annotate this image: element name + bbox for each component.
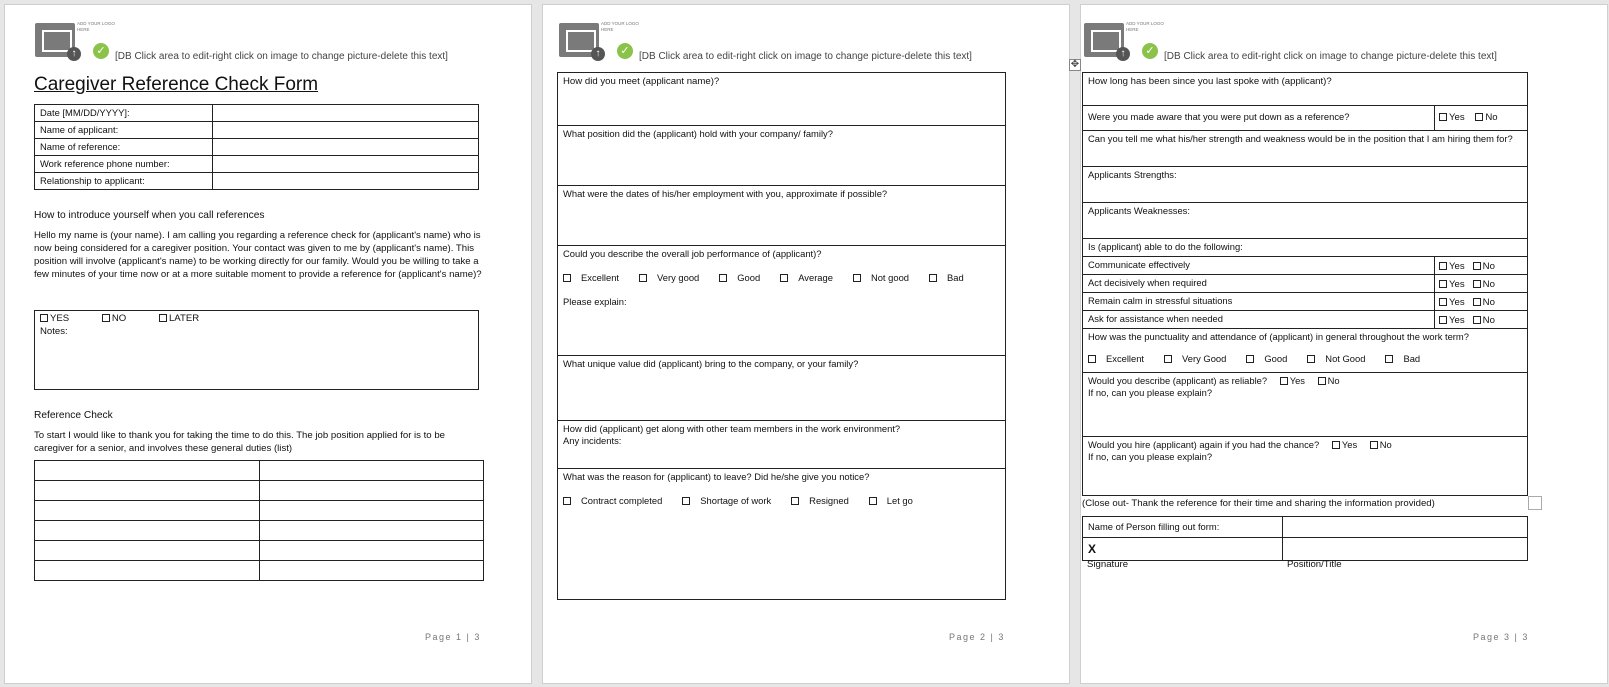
option-no[interactable]: No — [1318, 375, 1340, 386]
info-label: Relationship to applicant: — [35, 173, 213, 190]
option-no[interactable]: No — [1473, 315, 1495, 326]
option-item[interactable]: Very Good — [1164, 353, 1236, 364]
checkbox-icon — [1439, 280, 1447, 288]
signature-label: Signature — [1087, 559, 1129, 570]
question-text: Would you hire (applicant) again if you had the chance? — [1088, 439, 1320, 450]
info-value[interactable] — [213, 156, 479, 173]
option-yes[interactable]: YES — [40, 313, 69, 324]
checkbox-icon — [1475, 113, 1483, 121]
upload-icon: ↑ — [67, 47, 81, 61]
info-row — [35, 173, 479, 190]
ref-text: To start I would like to thank you for taking the time to do this. The job position applied for is to be caregiver for a senior, and involves these general duties (list) — [34, 430, 445, 454]
page-number: Page 3 | 3 — [1473, 632, 1529, 642]
question-box[interactable] — [1082, 72, 1528, 106]
option-yes[interactable]: Yes — [1439, 315, 1465, 326]
question-text: How long has been since you last spoke with (applicant)? — [1088, 76, 1332, 87]
question-box[interactable] — [557, 469, 1006, 600]
info-row — [35, 139, 479, 156]
filled-by-label: Name of Person filling out form: — [1083, 517, 1283, 538]
info-label: Work reference phone number: — [35, 156, 213, 173]
logo-placeholder[interactable] — [35, 21, 115, 63]
option-item[interactable]: Bad — [929, 272, 974, 283]
option-yes[interactable]: Yes — [1439, 112, 1465, 123]
checkbox-icon — [853, 274, 861, 282]
duty-cell[interactable] — [35, 461, 260, 481]
yes-no-options — [1439, 296, 1495, 309]
option-item[interactable]: Contract completed — [563, 495, 672, 506]
checkbox-icon — [791, 497, 799, 505]
option-item[interactable]: Average — [780, 272, 843, 283]
checkbox-icon — [719, 274, 727, 282]
option-item[interactable]: Good — [1246, 353, 1297, 364]
page-number: Page 1 | 3 — [425, 632, 481, 642]
option-no[interactable]: No — [1370, 439, 1392, 450]
divider — [1434, 311, 1435, 329]
option-item[interactable]: Shortage of work — [682, 495, 781, 506]
checkbox-icon — [682, 497, 690, 505]
question-text: How did (applicant) get along with other team members in the work environment? — [563, 423, 901, 434]
question-box — [1082, 239, 1528, 257]
checkbox-icon — [639, 274, 647, 282]
response-options — [40, 312, 199, 325]
checkbox-icon — [102, 314, 110, 322]
explain-label: If no, can you please explain? — [1088, 387, 1213, 398]
filled-by-value[interactable] — [1283, 517, 1528, 538]
checkbox-icon — [929, 274, 937, 282]
question-box[interactable] — [557, 356, 1006, 421]
option-item[interactable]: Excellent — [563, 272, 629, 283]
page-number: Page 2 | 3 — [949, 632, 1005, 642]
upload-icon: ↑ — [1116, 47, 1130, 61]
checkbox-icon — [1307, 355, 1315, 363]
info-value[interactable] — [213, 139, 479, 156]
checkbox-icon — [563, 274, 571, 282]
question-text: Is (applicant) able to do the following: — [1088, 241, 1243, 252]
option-later[interactable]: LATER — [159, 313, 199, 324]
signature-table — [1082, 516, 1528, 561]
check-icon: ✓ — [1142, 43, 1158, 59]
question-box[interactable] — [1082, 131, 1528, 167]
option-no[interactable]: No — [1473, 279, 1495, 290]
question-text: How did you meet (applicant name)? — [563, 76, 720, 87]
checkbox-icon — [563, 497, 571, 505]
incidents-label: Any incidents: — [563, 435, 622, 446]
option-yes[interactable]: Yes — [1332, 439, 1357, 450]
yes-no-options — [1439, 111, 1498, 124]
strengths-box[interactable] — [1082, 167, 1528, 203]
option-item[interactable]: Resigned — [791, 495, 859, 506]
signature-mark[interactable]: X — [1083, 538, 1283, 561]
ability-label: Ask for assistance when needed — [1088, 313, 1223, 324]
checkbox-icon — [1246, 355, 1254, 363]
checkbox-icon — [1439, 298, 1447, 306]
option-yes[interactable]: Yes — [1439, 297, 1465, 308]
option-item[interactable]: Not Good — [1307, 353, 1375, 364]
option-item[interactable]: Good — [719, 272, 770, 283]
yes-no-options — [1439, 260, 1495, 273]
option-yes[interactable]: Yes — [1439, 279, 1465, 290]
checkbox-icon — [1439, 113, 1447, 121]
divider — [1434, 257, 1435, 275]
explain-label: Please explain: — [563, 296, 627, 307]
info-value[interactable] — [213, 122, 479, 139]
logo-hint: [DB Click area to edit-right click on image to change picture-delete this text] — [1164, 51, 1497, 62]
checkbox-icon — [1473, 316, 1481, 324]
option-yes[interactable]: Yes — [1280, 375, 1305, 386]
logo-hint: [DB Click area to edit-right click on image to change picture-delete this text] — [115, 51, 448, 62]
checkbox-icon — [1318, 377, 1326, 385]
intro-text: Hello my name is (your name). I am calling you regarding a reference check for (applicant's name) who is now being considered for a caregiver position. Your contact was given to me by (applicant's name). This position will involve (applicant's name) to be working directly for our family. Would you be willing to take a few minutes of your time now or at a more suitable moment to provide a reference for (applicant's name)? — [34, 230, 482, 280]
logo-placeholder[interactable] — [1084, 21, 1164, 63]
info-value[interactable] — [213, 173, 479, 190]
option-no[interactable]: No — [1475, 112, 1497, 123]
duty-cell[interactable] — [259, 481, 484, 501]
duty-cell[interactable] — [35, 521, 260, 541]
checkbox-icon — [1370, 441, 1378, 449]
weaknesses-label: Applicants Weaknesses: — [1088, 205, 1190, 216]
table-move-handle-icon[interactable]: ✥ — [1070, 59, 1080, 70]
option-item[interactable]: Bad — [1385, 353, 1430, 364]
info-label: Name of applicant: — [35, 122, 213, 139]
checkbox-icon — [869, 497, 877, 505]
performance-options — [563, 272, 1000, 284]
question-text: Could you describe the overall job performance of (applicant)? — [563, 248, 822, 259]
checkbox-icon — [1439, 316, 1447, 324]
option-item[interactable]: Let go — [869, 495, 923, 506]
page-2 — [542, 4, 1070, 684]
yes-no-options — [1439, 314, 1495, 327]
question-box[interactable] — [557, 186, 1006, 246]
checkbox-icon — [1088, 355, 1096, 363]
option-item[interactable]: Not good — [853, 272, 919, 283]
position-label: Position/Title — [1287, 559, 1342, 570]
punctuality-options — [1088, 353, 1522, 365]
check-icon: ✓ — [617, 43, 633, 59]
checkbox-icon — [40, 314, 48, 322]
explain-label: If no, can you please explain? — [1088, 451, 1213, 462]
notes-label: Notes: — [40, 326, 68, 337]
checkbox-icon — [1332, 441, 1340, 449]
duty-cell[interactable] — [259, 501, 484, 521]
duties-table — [34, 460, 484, 581]
question-text: How was the punctuality and attendance of (applicant) in general throughout the work term? — [1088, 331, 1469, 342]
duty-cell[interactable] — [259, 541, 484, 561]
option-item[interactable]: Excellent — [1088, 353, 1154, 364]
duty-cell[interactable] — [35, 501, 260, 521]
yes-no-options — [1439, 278, 1495, 291]
page-3 — [1070, 4, 1608, 684]
upload-icon: ↑ — [591, 47, 605, 61]
ability-label: Act decisively when required — [1088, 277, 1207, 288]
checkbox-icon — [1280, 377, 1288, 385]
option-no[interactable]: NO — [102, 313, 126, 324]
question-text: Were you made aware that you were put down as a reference? — [1088, 111, 1350, 122]
question-box[interactable] — [557, 246, 1006, 356]
info-row — [35, 122, 479, 139]
ref-heading: Reference Check — [34, 410, 113, 421]
question-box[interactable] — [557, 72, 1006, 126]
duty-cell[interactable] — [35, 561, 260, 581]
checkbox-icon — [1473, 298, 1481, 306]
duty-row — [35, 521, 484, 541]
checkbox-icon — [1164, 355, 1172, 363]
question-text: What position did the (applicant) hold with your company/ family? — [563, 128, 833, 139]
option-yes[interactable]: Yes — [1439, 261, 1465, 272]
info-value[interactable] — [213, 105, 479, 122]
logo-hint: [DB Click area to edit-right click on image to change picture-delete this text] — [639, 51, 972, 62]
divider — [1434, 106, 1435, 131]
duty-row — [35, 561, 484, 581]
duty-row — [35, 501, 484, 521]
ability-label: Communicate effectively — [1088, 259, 1190, 270]
duty-row — [35, 461, 484, 481]
ability-label: Remain calm in stressful situations — [1088, 295, 1233, 306]
checkbox-icon — [1385, 355, 1393, 363]
duty-cell[interactable] — [259, 461, 484, 481]
checkbox-icon — [1473, 280, 1481, 288]
response-box — [34, 310, 479, 390]
checkbox-icon — [780, 274, 788, 282]
info-row — [35, 156, 479, 173]
option-no[interactable]: No — [1473, 261, 1495, 272]
checkbox-icon — [1473, 262, 1481, 270]
check-icon: ✓ — [93, 43, 109, 59]
logo-placeholder[interactable] — [559, 21, 639, 63]
duty-cell[interactable] — [259, 521, 484, 541]
duty-cell[interactable] — [35, 541, 260, 561]
weaknesses-box[interactable] — [1082, 203, 1528, 239]
question-box[interactable] — [1082, 373, 1528, 437]
question-box[interactable] — [557, 126, 1006, 186]
form-title: Caregiver Reference Check Form — [34, 74, 319, 95]
info-row — [35, 105, 479, 122]
logo-text: ADD YOUR LOGO HERE — [1126, 21, 1164, 32]
duty-cell[interactable] — [259, 561, 484, 581]
duty-row — [35, 481, 484, 501]
logo-text: ADD YOUR LOGO HERE — [601, 21, 639, 32]
option-item[interactable]: Very good — [639, 272, 709, 283]
info-label: Date [MM/DD/YYYY]: — [35, 105, 213, 122]
intro-heading: How to introduce yourself when you call references — [34, 210, 265, 221]
info-table — [34, 104, 479, 190]
duty-row — [35, 541, 484, 561]
info-label: Name of reference: — [35, 139, 213, 156]
duty-cell[interactable] — [35, 481, 260, 501]
question-text: What was the reason for (applicant) to leave? Did he/she give you notice? — [563, 471, 870, 482]
question-text: Can you tell me what his/her strength and weakness would be in the position that I am hiring them for? — [1088, 133, 1513, 144]
divider — [1434, 275, 1435, 293]
question-text: Would you describe (applicant) as reliable? — [1088, 375, 1268, 386]
leave-options — [563, 495, 1000, 507]
question-text: What unique value did (applicant) bring to the company, or your family? — [563, 358, 859, 369]
question-text: What were the dates of his/her employment with you, approximate if possible? — [563, 188, 888, 199]
checkbox-icon — [1439, 262, 1447, 270]
option-no[interactable]: No — [1473, 297, 1495, 308]
checkbox-icon — [159, 314, 167, 322]
divider — [1434, 293, 1435, 311]
question-box[interactable] — [557, 421, 1006, 469]
strengths-label: Applicants Strengths: — [1088, 169, 1177, 180]
close-out-text: (Close out- Thank the reference for their time and sharing the information provided) — [1082, 498, 1435, 509]
logo-text: ADD YOUR LOGO HERE — [77, 21, 115, 32]
question-box[interactable] — [1082, 437, 1528, 496]
question-box[interactable] — [1082, 329, 1528, 373]
page-1 — [4, 4, 532, 684]
table-resize-handle[interactable] — [1528, 496, 1542, 510]
